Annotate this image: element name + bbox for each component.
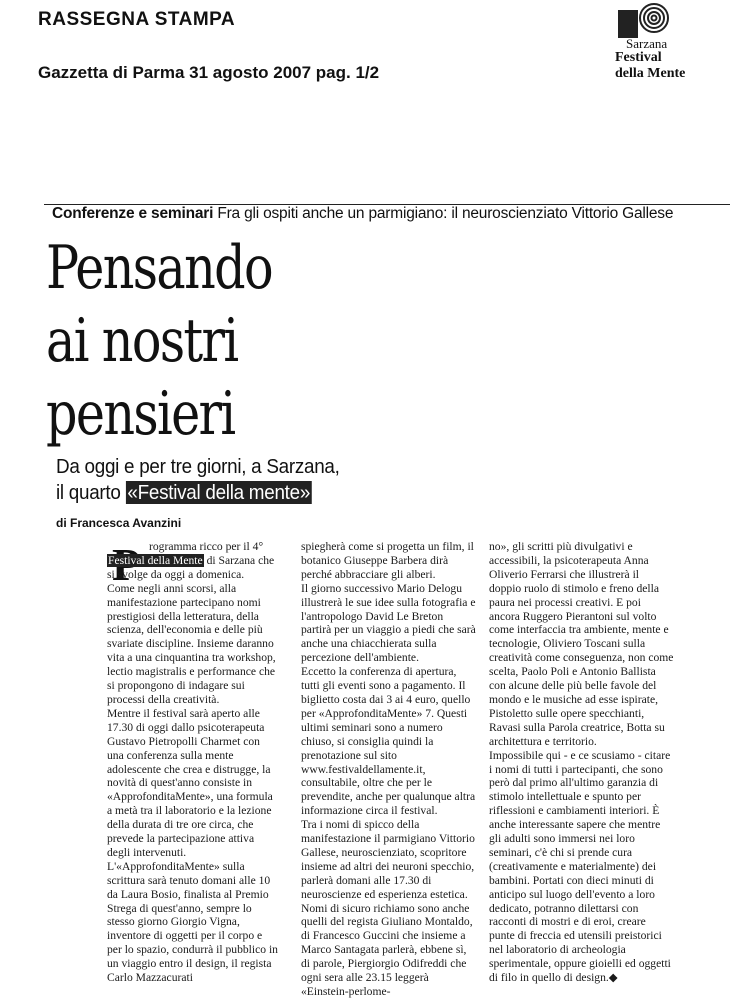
- article-column-3: no», gli scritti più divulgativi e accessibili, la psicoterapeuta Anna Oliverio Ferrarsi che illustrerà il doppio ruolo di stimolo e freno della paura nei processi creativi. E poi ancora Ruggero Pierantoni sul volto come interfaccia tra ambiente, mente e tecnologie, Oliviero Toscani sulla creatività come conseguenza, non come scelta, Paolo Poli e Antonio Ballista con alcune delle più belle favole del mondo e le musiche ad esse ispirate, Pistoletto sulle opere specchianti, Ravasi sulla Parola creatrice, Botta su architettura e territorio. Impossibile qui - e ce scusiamo - citare i nomi di tutti i partecipanti, che sono però dal primo all'ultimo garanzia di stimolo intellettuale e spunto per riflessioni e cambiamenti interiori. È anche interessante sapere che mentre gli adulti sono immersi nei loro seminari, c'è chi si prende cura (creativamente e materialmente) dei bambini. Portati con dieci minuti di anticipo sul luogo dell'evento a loro dedicato, potranno dilettarsi con racconti di mostri e di eroi, creare punte di freccia ed utensili preistorici nel laboratorio di archeologia sperimentale, oppure gioielli ed oggetti di filo in quello di design.◆: [489, 540, 674, 985]
- col1-body: Come negli anni scorsi, alla manifestazione partecipano nomi prestigiosi della letteratura, della scienza, dell'economia e delle più svariate discipline. Insieme daranno vita a una cinquantina tra workshop, lectio magistralis e performance che si propongono di indagare sui processi della creatività. Mentre il festival sarà aperto alle 17.30 di oggi dallo psicoterapeuta Gustavo Pietropolli Charmet con una conferenza sulla mente adolescente che crea e distrugge, la novità di quest'anno consiste in «ApprofonditaMente», una formula a metà tra il laboratorio e la lezione della durata di tre ore circa, che prevede la partecipazione attiva degli intervenuti. L'«ApprofonditaMente» sulla scrittura sarà tenuto domani alle 10 da Laura Bosio, finalista al Premio Strega di quest'anno, sempre lo stesso giorno Giorgio Vigna, inventore di oggetti per il corpo e per lo spazio, condurrà il pubblico in un viaggio entro il design, il regista Carlo Mazzacurati: [107, 581, 278, 985]
- col1-lead-highlight: Festival della Mente: [108, 553, 203, 567]
- headline-line-1: Pensando: [46, 233, 272, 303]
- subhead-line-1: Da oggi e per tre giorni, a Sarzana,: [56, 455, 340, 478]
- headline: [46, 232, 390, 451]
- kicker-line: [52, 205, 673, 223]
- press-review-label: RASSEGNA STAMPA: [38, 9, 236, 30]
- col1-lead-b: di Sarzana che si svolge da oggi a domenica.: [107, 553, 275, 581]
- article-column-2: spiegherà come si progetta un film, il botanico Giuseppe Barbera dirà perché abbracciare gli alberi. Il giorno successivo Mario Delogu illustrerà le sue idee sulla fotografia e l'antropologo David Le Breton partirà per un viaggio a piedi che sarà anche una chiacchierata sulla percezione dell'ambiente. Eccetto la conferenza di apertura, tutti gli eventi sono a pagamento. Il biglietto costa dai 3 ai 4 euro, quello per «ApprofonditaMente» 7. Questi ultimi seminari sono a numero chiuso, si consiglia quindi la prenotazione sul sito www.festivaldellamente.it, consultabile, oltre che per le prevendite, anche per qualunque altra informazione circa il festival. Tra i nomi di spicco della manifestazione il parmigiano Vittorio Gallese, neuroscienziato, scopritore insieme ad altri dei neuroni specchio, parlerà domani alle 17.30 di neuroscienze ed esperienza estetica. Nomi di sicuro richiamo sono anche quelli del regista Giuliano Montaldo, di Francesco Guccini che insieme a Marco Santagata parlerà, ebbene sì, di parole, Piergiorgio Odifreddi che ogni sera alle 23.15 leggerà «Einstein-perlome-: [301, 540, 476, 998]
- kicker-text: Fra gli ospiti anche un parmigiano: il neuroscienziato Vittorio Gallese: [217, 205, 674, 222]
- section-label: Conferenze e seminari: [52, 205, 214, 222]
- logo-line-festival: Festival: [615, 50, 662, 65]
- subheadline: [56, 454, 498, 506]
- subhead-prefix: il quarto: [56, 481, 121, 504]
- article-column-1: [107, 540, 279, 985]
- byline: di Francesca Avanzini: [56, 516, 182, 530]
- subhead-highlight: «Festival della mente»: [127, 481, 311, 504]
- festival-logo: [612, 2, 732, 84]
- subhead-line-2: [56, 480, 498, 506]
- source-line: Gazzetta di Parma 31 agosto 2007 pag. 1/2: [38, 63, 380, 82]
- headline-line-2: ai nostri: [46, 306, 238, 376]
- logo-line-sarzana: Sarzana: [626, 36, 668, 51]
- col1-lead-a: rogramma ricco per il 4°: [149, 540, 264, 553]
- headline-line-3: pensieri: [46, 379, 235, 449]
- logo-line-della-mente: della Mente: [615, 66, 686, 81]
